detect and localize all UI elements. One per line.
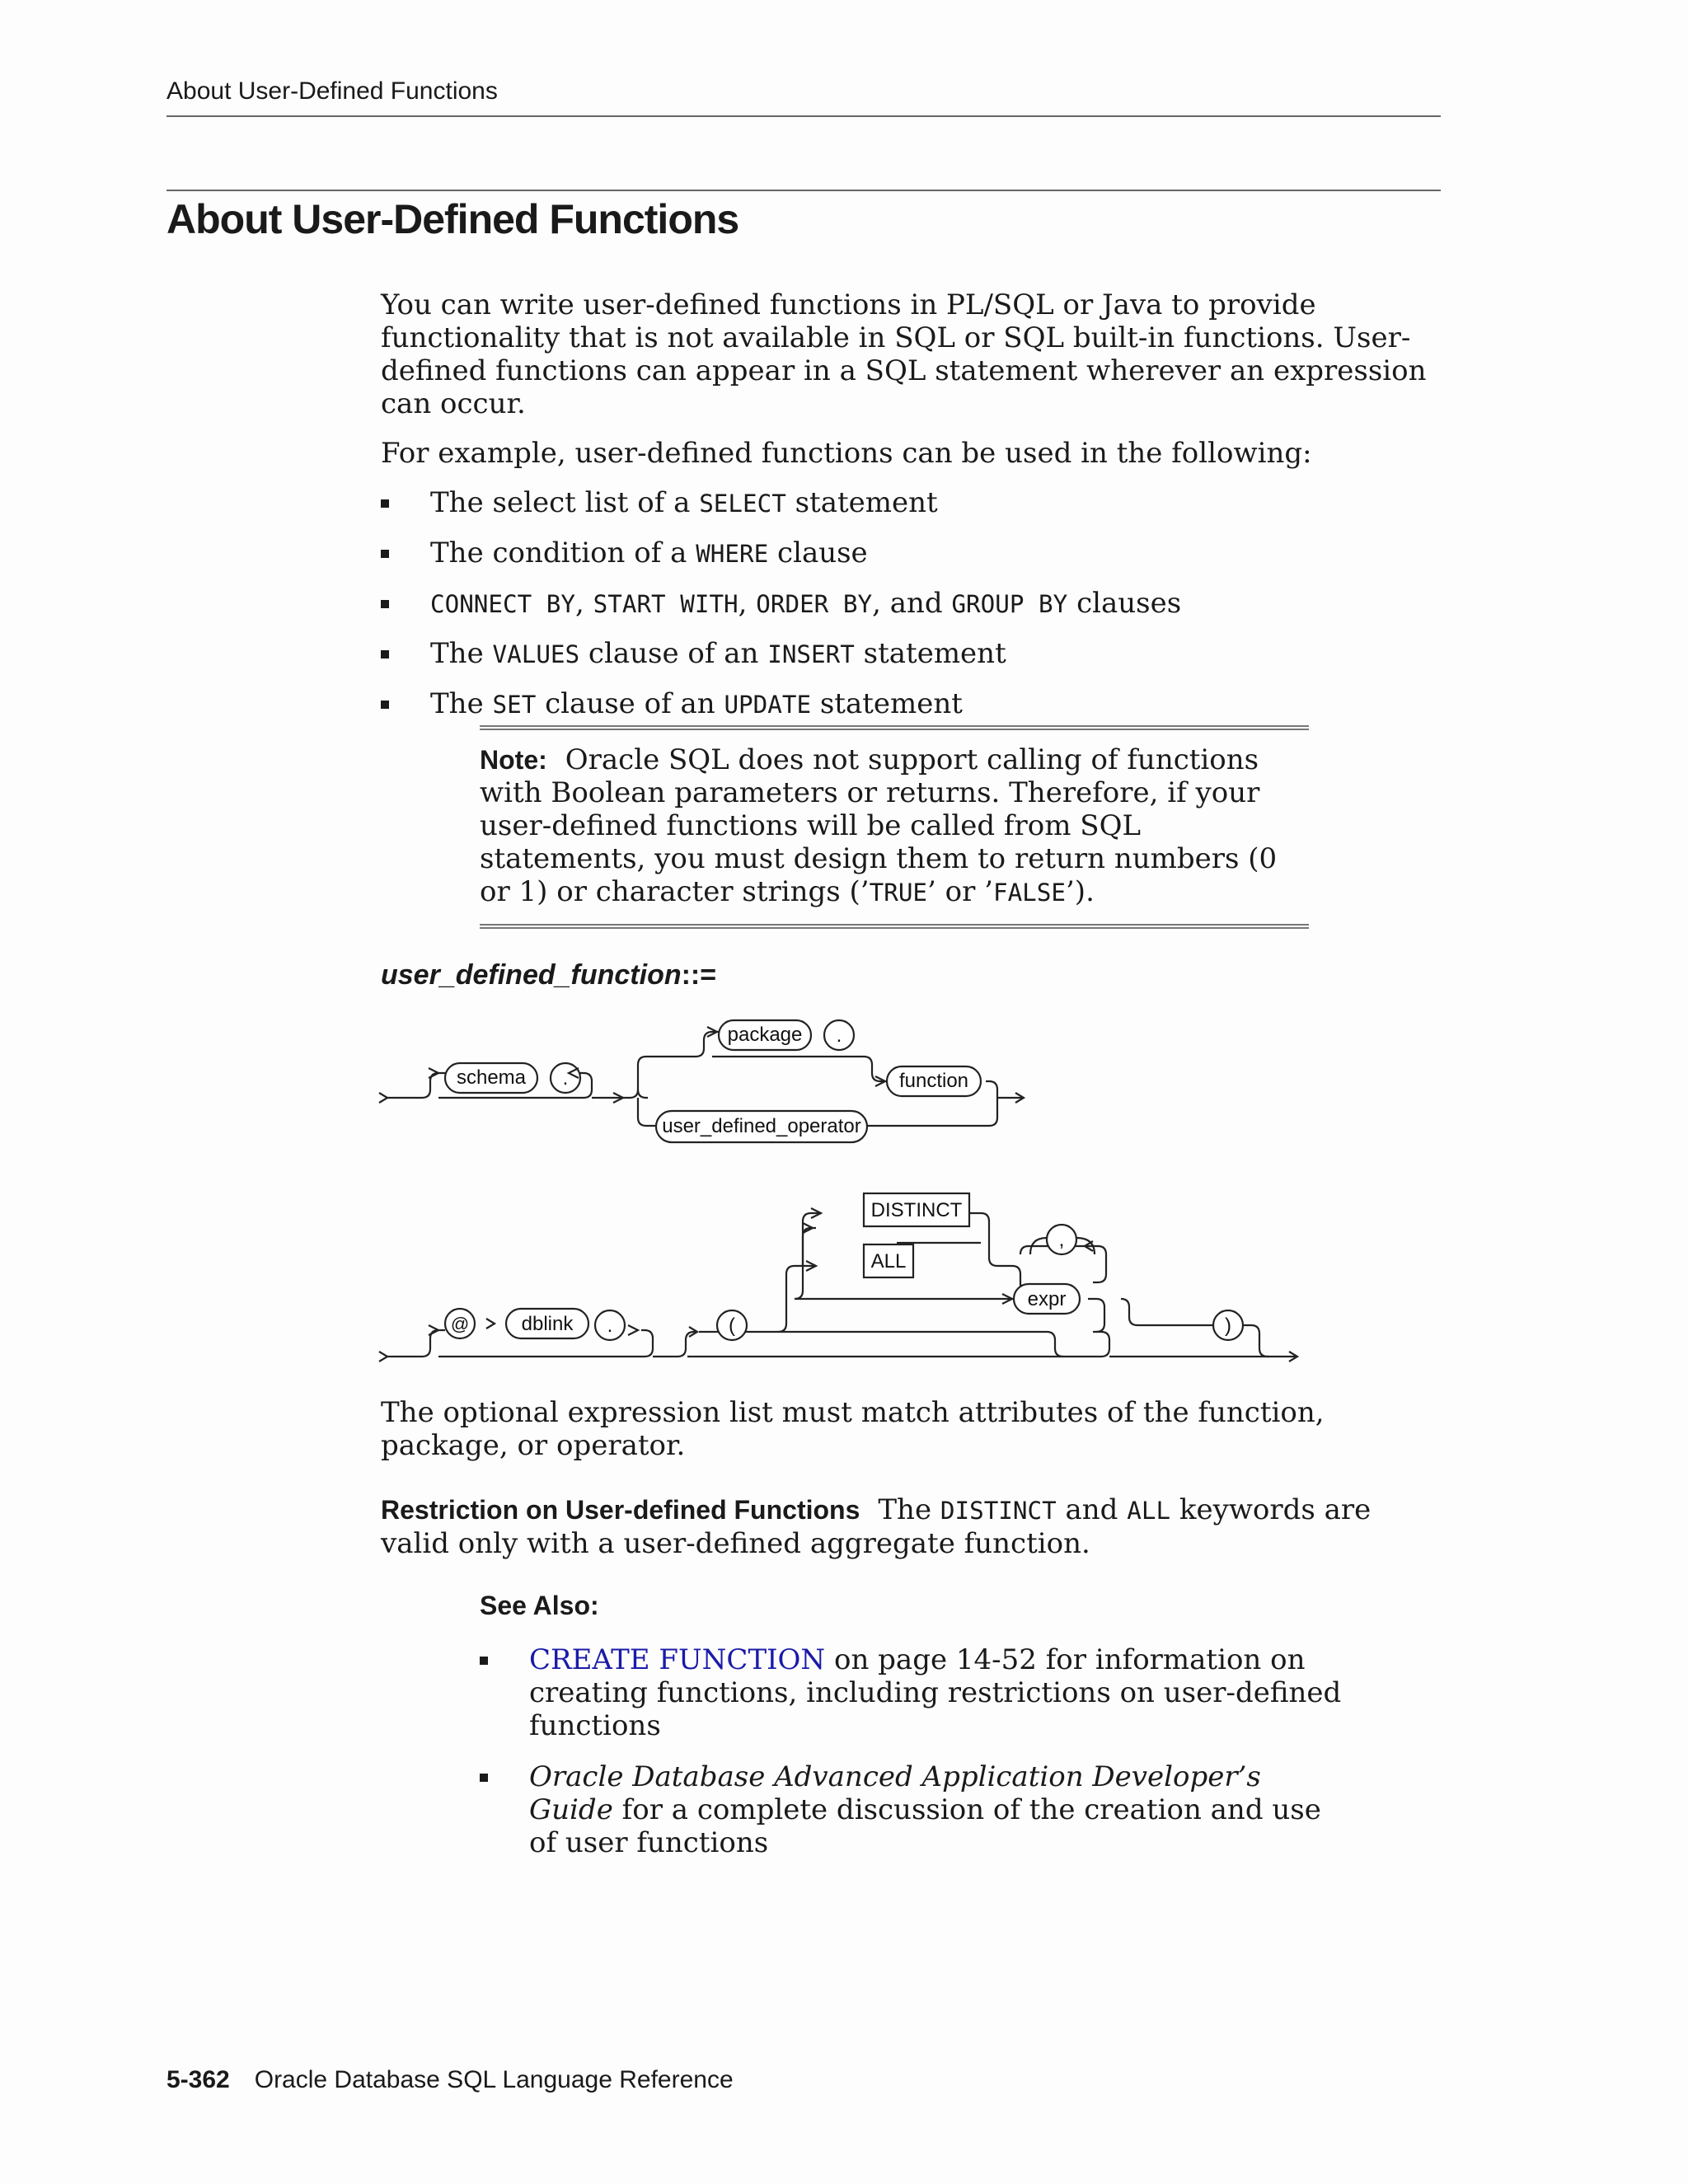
function-label: function: [898, 1070, 969, 1092]
intro-paragraph: You can write user-defined functions in PL/SQL or Java to provide functionality that is not available in SQL or SQL built-in functions. User-defined functions can appear in a SQL statement wherever an expression can occur.: [381, 288, 1427, 420]
guide-title: Oracle Database Advanced Application Developer’s Guide: [529, 1760, 1261, 1826]
list-item: CONNECT BY, START WITH, ORDER BY, and GROUP BY clauses: [381, 587, 1444, 621]
list-item: The select list of a SELECT statement: [381, 486, 1444, 520]
see-also-list: [480, 1643, 1353, 1859]
svg-text:,: ,: [1058, 1229, 1065, 1251]
svg-text:.: .: [562, 1067, 569, 1090]
header-rule: [166, 115, 1441, 117]
optional-expression-paragraph: The optional expression list must match attributes of the function, package, or operator.: [381, 1396, 1325, 1462]
book-title: Oracle Database SQL Language Reference: [254, 2066, 734, 2093]
usage-list: [381, 486, 1444, 721]
restriction-label: Restriction on User-defined Functions: [381, 1495, 860, 1525]
svg-text:): ): [1225, 1315, 1231, 1337]
list-item: The condition of a WHERE clause: [381, 537, 1444, 570]
section-title: About User-Defined Functions: [166, 196, 739, 242]
create-function-link[interactable]: CREATE FUNCTION: [529, 1643, 826, 1676]
list-item: Oracle Database Advanced Application Developer’s Guide for a complete discussion of the creation and use of user functions: [480, 1760, 1353, 1859]
note-box: Note: Oracle SQL does not support calling of functions with Boolean parameters or returns. Therefore, if your user-defined functions will be called from SQL statements, you must design them to return numbers (0 or 1) or character strings (’TRUE’ or ’FALSE’).: [480, 725, 1309, 929]
body-text: [381, 288, 1444, 738]
after-diagram: [381, 1396, 1444, 1591]
svg-text:@: @: [450, 1314, 470, 1334]
list-item: CREATE FUNCTION on page 14-52 for information on creating functions, including restrictions on user-defined functions: [480, 1643, 1353, 1742]
list-item: The SET clause of an UPDATE statement: [381, 687, 1444, 721]
section-rule: [166, 190, 1441, 191]
syntax-diagram: [363, 1005, 1319, 1368]
svg-text:.: .: [836, 1024, 842, 1047]
note-label: Note:: [480, 745, 547, 775]
svg-text:.: .: [607, 1315, 613, 1337]
list-item: The VALUES clause of an INSERT statement: [381, 637, 1444, 671]
package-label: package: [727, 1024, 803, 1046]
page-footer: [166, 2066, 734, 2094]
dblink-label: dblink: [521, 1313, 574, 1335]
all-label: ALL: [870, 1250, 907, 1272]
restriction-paragraph: Restriction on User-defined Functions The DISTINCT and ALL keywords are valid only with a user-defined aggregate function.: [381, 1493, 1372, 1560]
svg-text:(: (: [729, 1315, 735, 1337]
see-also-box: [480, 1589, 1353, 1877]
distinct-label: DISTINCT: [870, 1199, 963, 1221]
example-lead: For example, user-defined functions can be used in the following:: [381, 437, 1312, 470]
running-header: About User-Defined Functions: [166, 77, 498, 105]
expr-label: expr: [1027, 1288, 1067, 1310]
udo-label: user_defined_operator: [662, 1115, 861, 1137]
syntax-label: user_defined_function::=: [381, 959, 717, 991]
see-also-title: See Also:: [480, 1591, 599, 1620]
page-number: 5-362: [166, 2066, 230, 2093]
schema-label: schema: [456, 1066, 527, 1089]
